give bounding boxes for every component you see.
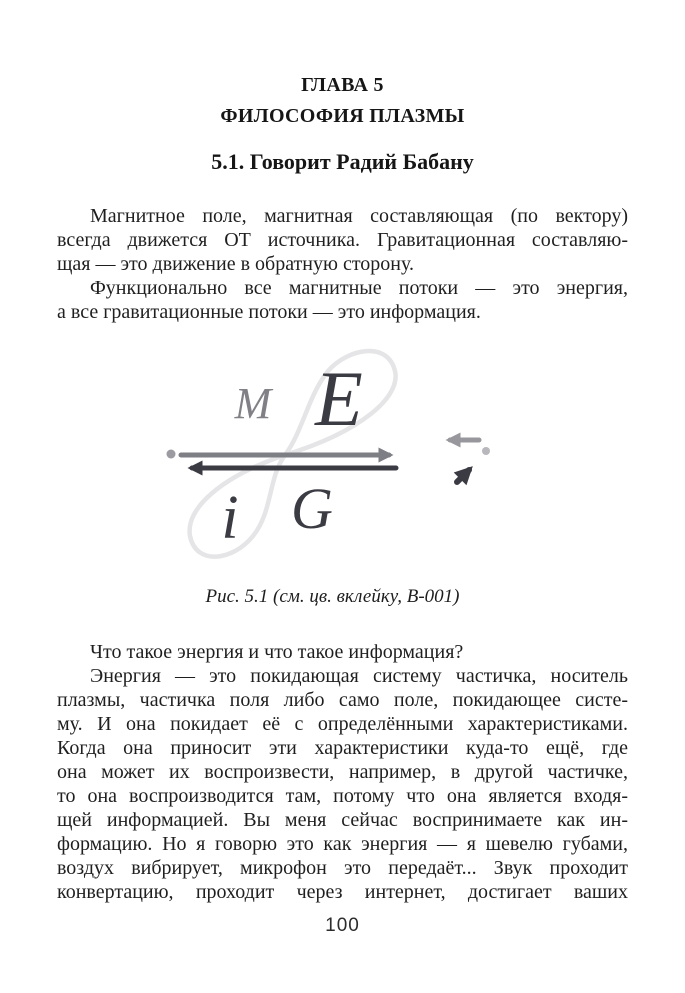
- chapter-label: ГЛАВА 5: [301, 74, 384, 96]
- text-line: формацию. Но я говорю это как энергия — я шевелю губами,: [57, 833, 628, 855]
- text-line: щей информацией. Вы меня сейчас воспринимаете как ин-: [57, 809, 628, 831]
- text-line: Что такое энергия и что такое информация?: [90, 641, 464, 663]
- text-line: всегда движется ОТ источника. Гравитационная составляю-: [57, 229, 628, 251]
- section-title: 5.1. Говорит Радий Бабану: [211, 149, 474, 174]
- chapter-title: ФИЛОСОФИЯ ПЛАЗМЫ: [220, 105, 465, 127]
- text-line: му. И она покидает её с определёнными характеристиками.: [57, 713, 628, 735]
- text-line: щая — это движение в обратную сторону.: [57, 253, 414, 275]
- energy-label: E: [315, 355, 363, 442]
- source-dot: [167, 450, 176, 459]
- text-line: плазмы, частичка поля либо само поле, покидающее систе-: [57, 689, 628, 711]
- information-label: i: [221, 484, 239, 552]
- text-line: а все гравитационные потоки — это информация.: [57, 301, 481, 323]
- figure-caption: Рис. 5.1 (см. цв. вклейку, В-001): [205, 586, 460, 607]
- text-line: Когда она приносит эти характеристики куда-то ещё, где: [57, 737, 628, 759]
- mini-diagonal-arrow-icon: [457, 470, 469, 482]
- chapter-heading: [0, 70, 685, 132]
- figure-5-1: [148, 336, 532, 572]
- body-text-top: [57, 204, 628, 324]
- text-line: Магнитное поле, магнитная составляющая (по вектору): [90, 205, 628, 227]
- magnetic-label: M: [234, 379, 272, 428]
- text-line: Энергия — это покидающая систему частичка, носитель: [90, 665, 628, 687]
- text-line: конвертацию, проходит через интернет, достигает ваших: [57, 881, 628, 903]
- body-text-bottom: [57, 640, 628, 904]
- text-line: то она воспроизводится там, потому что она является входя-: [57, 785, 628, 807]
- gravity-label: G: [291, 476, 333, 541]
- mini-dot: [482, 447, 490, 455]
- page-number: 100: [325, 915, 360, 936]
- figure-diagram: [148, 336, 532, 572]
- text-line: Функционально все магнитные потоки — это энергия,: [90, 277, 628, 299]
- text-line: воздух вибрирует, микрофон это передаёт... Звук проходит: [57, 857, 628, 879]
- text-line: она может их воспроизвести, например, в другой частичке,: [57, 761, 628, 783]
